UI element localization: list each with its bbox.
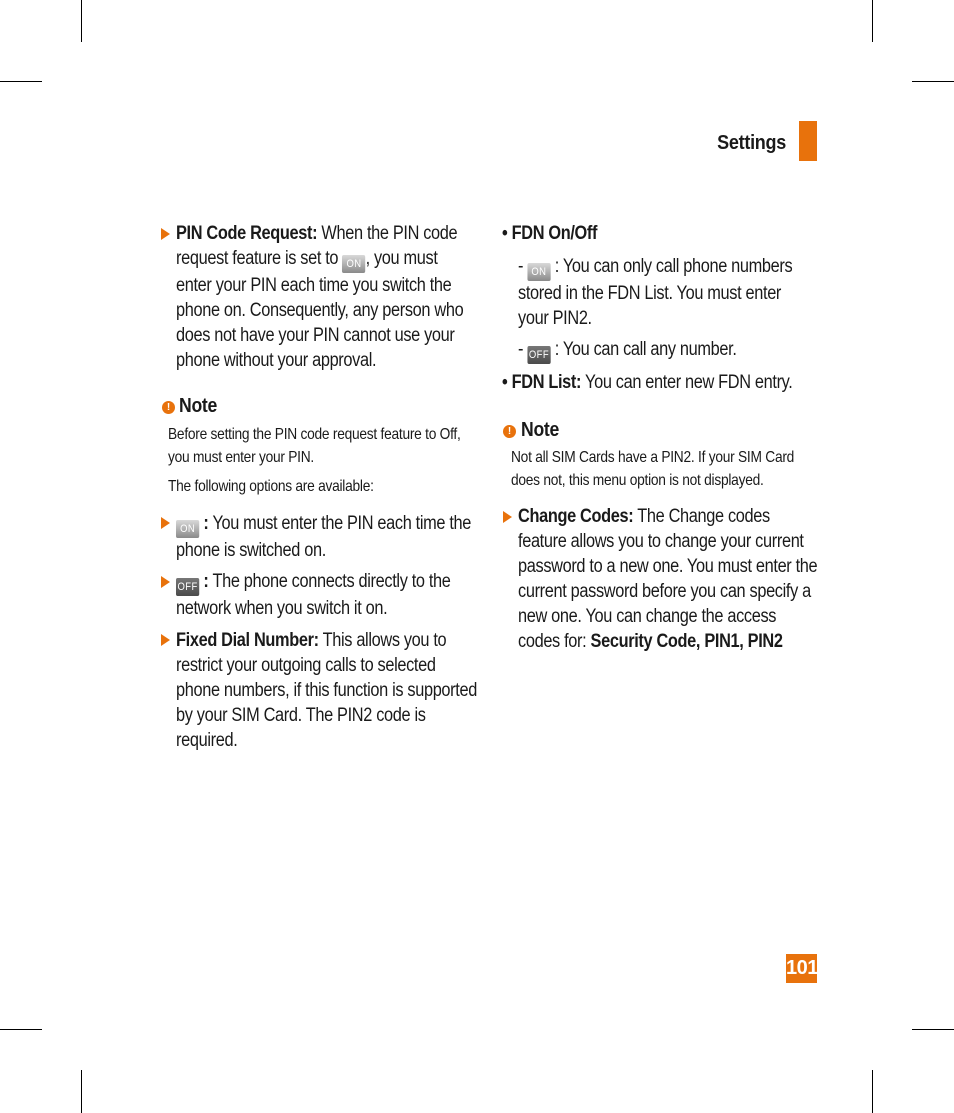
crop-mark (872, 0, 873, 42)
bullet-arrow-icon (161, 517, 170, 529)
crop-mark (912, 81, 954, 82)
fdn-on-item: - ON : You can only call phone numbers stored in the FDN List. You must enter your PIN2. (518, 256, 793, 329)
section-tab-marker (799, 121, 817, 161)
fdn-list-item: • FDN List: You can enter new FDN entry. (502, 372, 793, 393)
access-codes-list: Security Code, PIN1, PIN2 (590, 631, 783, 652)
on-option-paragraph: ON : You must enter the PIN each time the phone is switched on. (176, 513, 472, 561)
note-text: Before setting the PIN code request feature to Off, you must enter your PIN. (168, 426, 461, 466)
on-toggle-icon: ON (342, 255, 365, 273)
off-toggle-icon: OFF (527, 346, 550, 364)
bullet-arrow-icon (161, 634, 170, 646)
bullet-arrow-icon (503, 511, 512, 523)
crop-mark (872, 1070, 873, 1113)
note-title: Note (179, 395, 218, 417)
change-codes-paragraph: Change Codes: The Change codes feature allows you to change your current password to a new one. You must enter the current password before you can specify a new one. You can change the access codes for: Security Code, PIN1, PIN2 (518, 506, 818, 652)
options-intro: The following options are available: (168, 478, 374, 495)
on-toggle-icon: ON (527, 263, 550, 281)
crop-mark (81, 0, 82, 42)
crop-mark (0, 1029, 42, 1030)
note-icon: ! (503, 425, 516, 438)
fixed-dial-paragraph: Fixed Dial Number: This allows you to restrict your outgoing calls to selected phone numbers, if this function is supported by your SIM Card. The PIN2 code is required. (176, 630, 477, 751)
pin-code-request-label: PIN Code Request: (176, 223, 318, 244)
pin-code-request-paragraph: PIN Code Request: When the PIN code request feature is set to ON , you must enter your PIN each time you switch the phone on. Consequently, any person who does not have your PIN cannot use your phone without your approval. (176, 223, 464, 371)
section-title: Settings (717, 132, 786, 154)
off-option-paragraph: OFF : The phone connects directly to the network when you switch it on. (176, 571, 451, 619)
bullet-arrow-icon (161, 228, 170, 240)
note-icon: ! (162, 401, 175, 414)
page-number: 101 (786, 954, 817, 983)
note-text: Not all SIM Cards have a PIN2. If your SIM Card does not, this menu option is not displayed. (511, 449, 795, 489)
fdn-off-item: - OFF : You can call any number. (518, 337, 819, 364)
crop-mark (81, 1070, 82, 1113)
crop-mark (0, 81, 42, 82)
crop-mark (912, 1029, 954, 1030)
bullet-arrow-icon (161, 576, 170, 588)
on-toggle-icon: ON (176, 520, 199, 538)
off-toggle-icon: OFF (176, 578, 199, 596)
change-codes-label: Change Codes: (518, 506, 634, 527)
note-title: Note (521, 419, 560, 441)
fdn-onoff-heading: • FDN On/Off (502, 223, 598, 244)
fixed-dial-label: Fixed Dial Number: (176, 630, 319, 651)
